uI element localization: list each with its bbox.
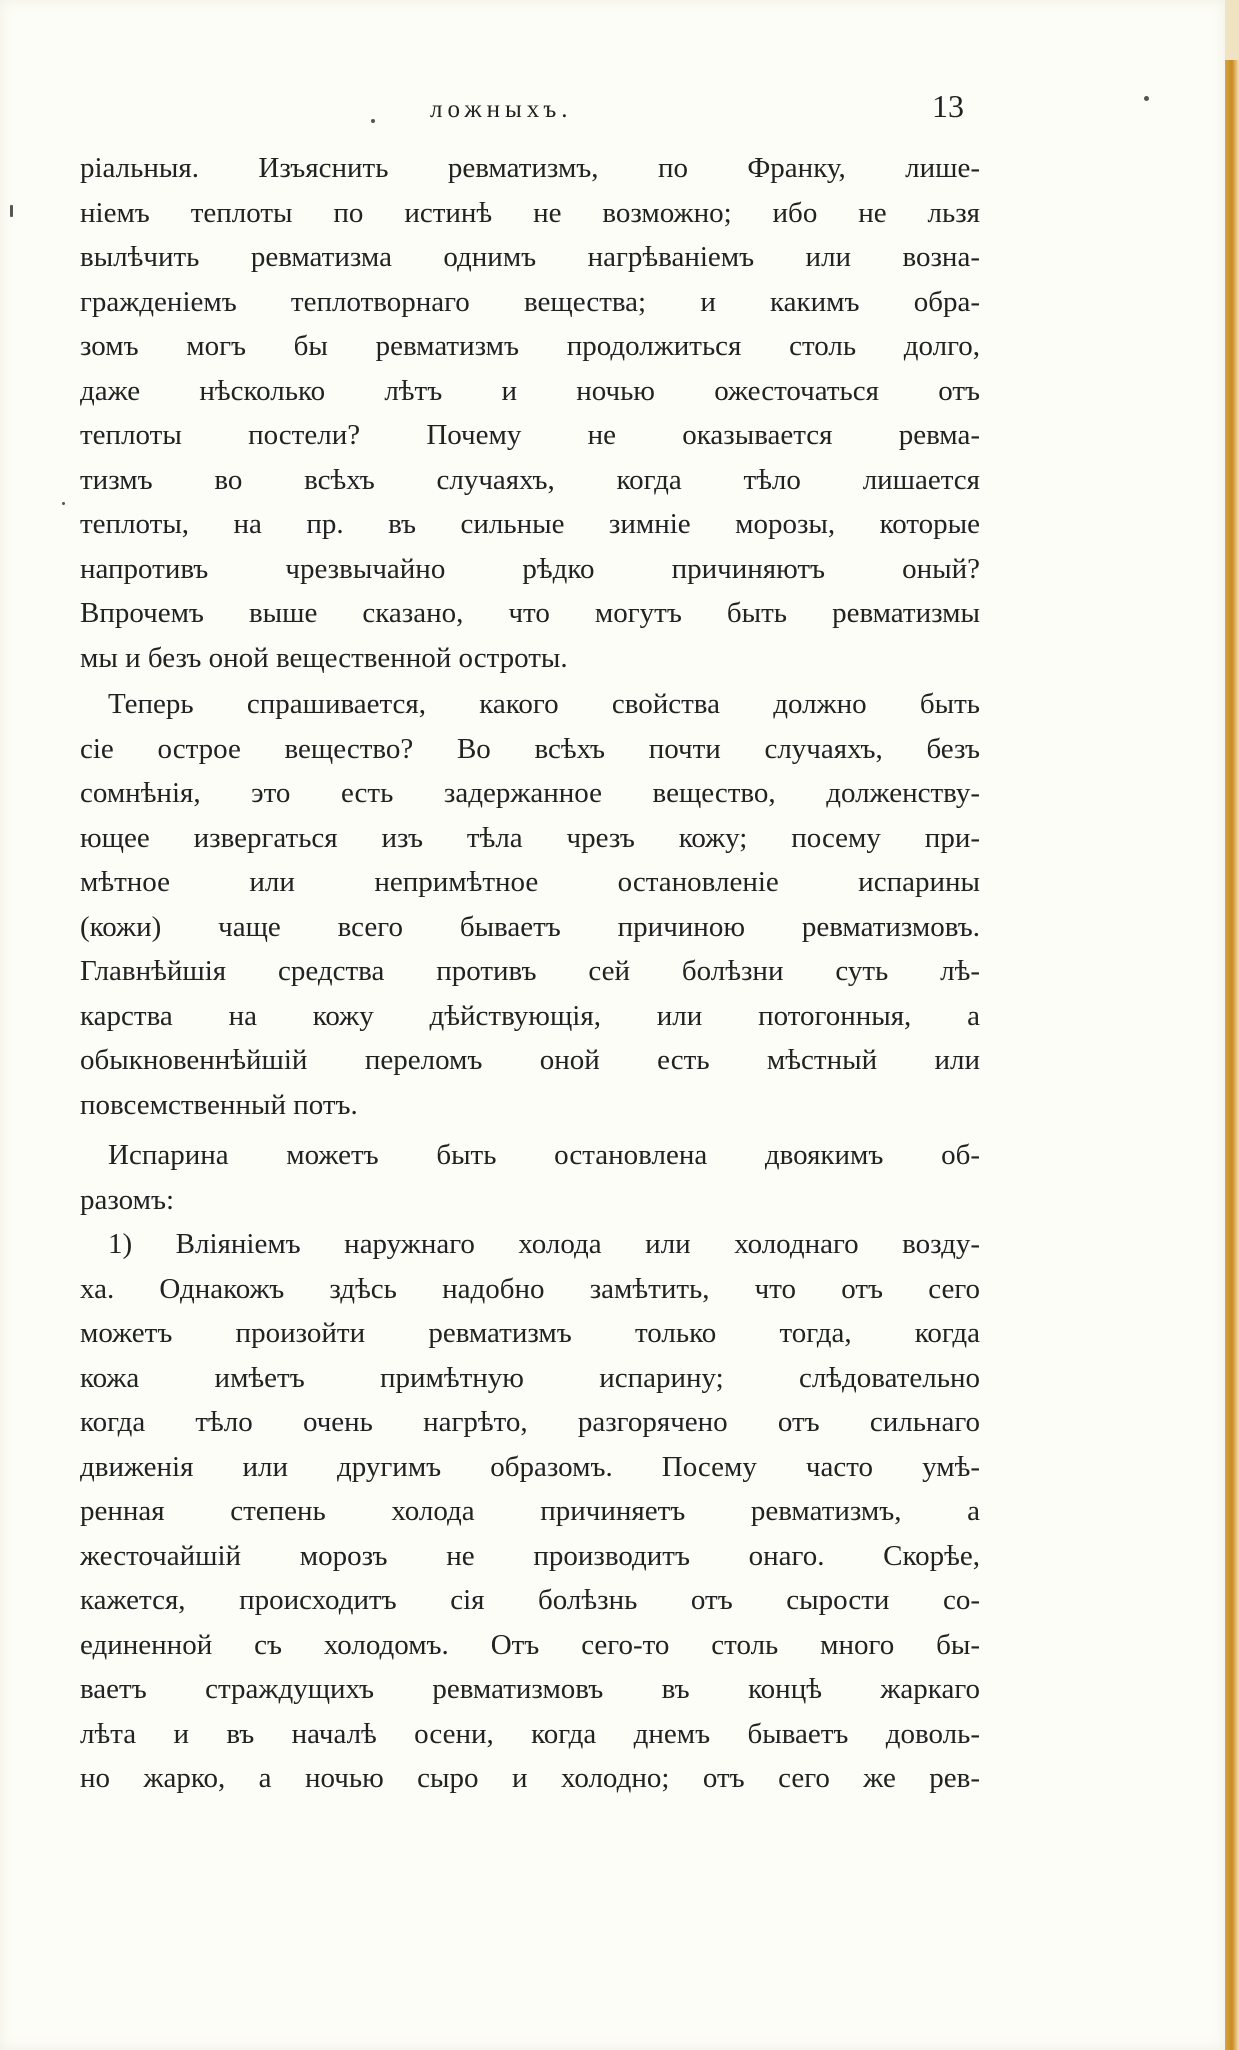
text-line: вылѣчить ревматизма однимъ нагрѣваніемъ или возна- (80, 241, 980, 273)
text-line: ренная степень холода причиняетъ ревматизмъ, а (80, 1495, 980, 1527)
text-line: карства на кожу дѣйствующія, или потогонныя, а (80, 999, 980, 1032)
text-line: Теперь спрашивается, какого свойства должно быть (108, 688, 980, 720)
paragraph-2 (80, 682, 980, 1127)
text-line: Впрочемъ выше сказано, что могутъ быть ревматизмы (80, 597, 980, 629)
ink-speck (62, 502, 65, 505)
text-line: ріальныя. Изъяснить ревматизмъ, по Франку, лише- (80, 152, 980, 184)
text-line: ющее извергаться изъ тѣла чрезъ кожу; посему при- (80, 821, 980, 854)
paragraph-4 (80, 1222, 980, 1801)
text-line: лѣта и въ началѣ осени, когда днемъ бываетъ доволь- (80, 1717, 980, 1750)
text-line: когда тѣло очень нагрѣто, разгорячено отъ сильнаго (80, 1406, 980, 1438)
text-line: Испарина можетъ быть остановлена двоякимъ об- (108, 1139, 980, 1171)
text-line: разомъ: (80, 1183, 175, 1216)
text-line: кожа имѣетъ примѣтную испарину; слѣдовательно (80, 1361, 980, 1394)
text-line: теплоты, на пр. въ сильные зимніе морозы, которые (80, 508, 980, 540)
text-line: единенной съ холодомъ. Отъ сего-то столь много бы- (80, 1628, 980, 1661)
page-edge (1225, 0, 1239, 2050)
text-line: ваетъ страждущихъ ревматизмовъ въ концѣ жаркаго (80, 1673, 980, 1705)
ink-speck (1144, 96, 1149, 101)
paragraph-3 (80, 1133, 980, 1222)
text-line: ха. Однакожъ здѣсь надобно замѣтить, что отъ сего (80, 1272, 980, 1305)
text-line: (кожи) чаще всего бываетъ причиною ревматизмовъ. (80, 910, 980, 943)
text-line: повсемственный потъ. (80, 1088, 358, 1121)
text-line: даже нѣсколько лѣтъ и ночью ожесточаться отъ (80, 374, 980, 407)
text-line: тизмъ во всѣхъ случаяхъ, когда тѣло лишается (80, 463, 980, 496)
paragraph-1 (80, 146, 980, 680)
text-line: жесточайшій морозъ не производитъ онаго. Скорѣе, (80, 1539, 980, 1572)
text-line: гражденіемъ теплотворнаго вещества; и какимъ обра- (80, 285, 980, 318)
text-line: но жарко, а ночью сыро и холодно; отъ сего же рев- (80, 1762, 980, 1794)
text-line: обыкновеннѣйшій переломъ оной есть мѣстный или (80, 1044, 980, 1076)
text-line: 1) Вліяніемъ наружнаго холода или холоднаго возду- (108, 1228, 980, 1260)
text-line: Главнѣйшія средства противъ сей болѣзни суть лѣ- (80, 955, 980, 987)
text-line: сомнѣнія, это есть задержанное вещество, долженству- (80, 777, 980, 809)
ink-speck (10, 205, 13, 217)
text-line: ніемъ теплоты по истинѣ не возможно; ибо не льзя (80, 196, 980, 229)
text-line: сіе острое вещество? Во всѣхъ почти случаяхъ, безъ (80, 732, 980, 765)
text-line: напротивъ чрезвычайно рѣдко причиняютъ оный? (80, 552, 980, 585)
text-line: мы и безъ оной вещественной остроты. (80, 641, 568, 674)
running-head: ложныхъ. (430, 96, 573, 123)
text-line: теплоты постели? Почему не оказывается ревма- (80, 419, 980, 451)
page-number: 13 (932, 88, 964, 124)
text-line: можетъ произойти ревматизмъ только тогда, когда (80, 1317, 980, 1349)
text-line: мѣтное или непримѣтное остановленіе испарины (80, 866, 980, 898)
ink-speck (371, 119, 375, 123)
text-line: кажется, происходитъ сія болѣзнь отъ сырости со- (80, 1584, 980, 1616)
page-edge-top (1225, 0, 1239, 60)
text-line: зомъ могъ бы ревматизмъ продолжиться столь долго, (80, 330, 980, 362)
text-line: движенія или другимъ образомъ. Посему часто умѣ- (80, 1450, 980, 1483)
